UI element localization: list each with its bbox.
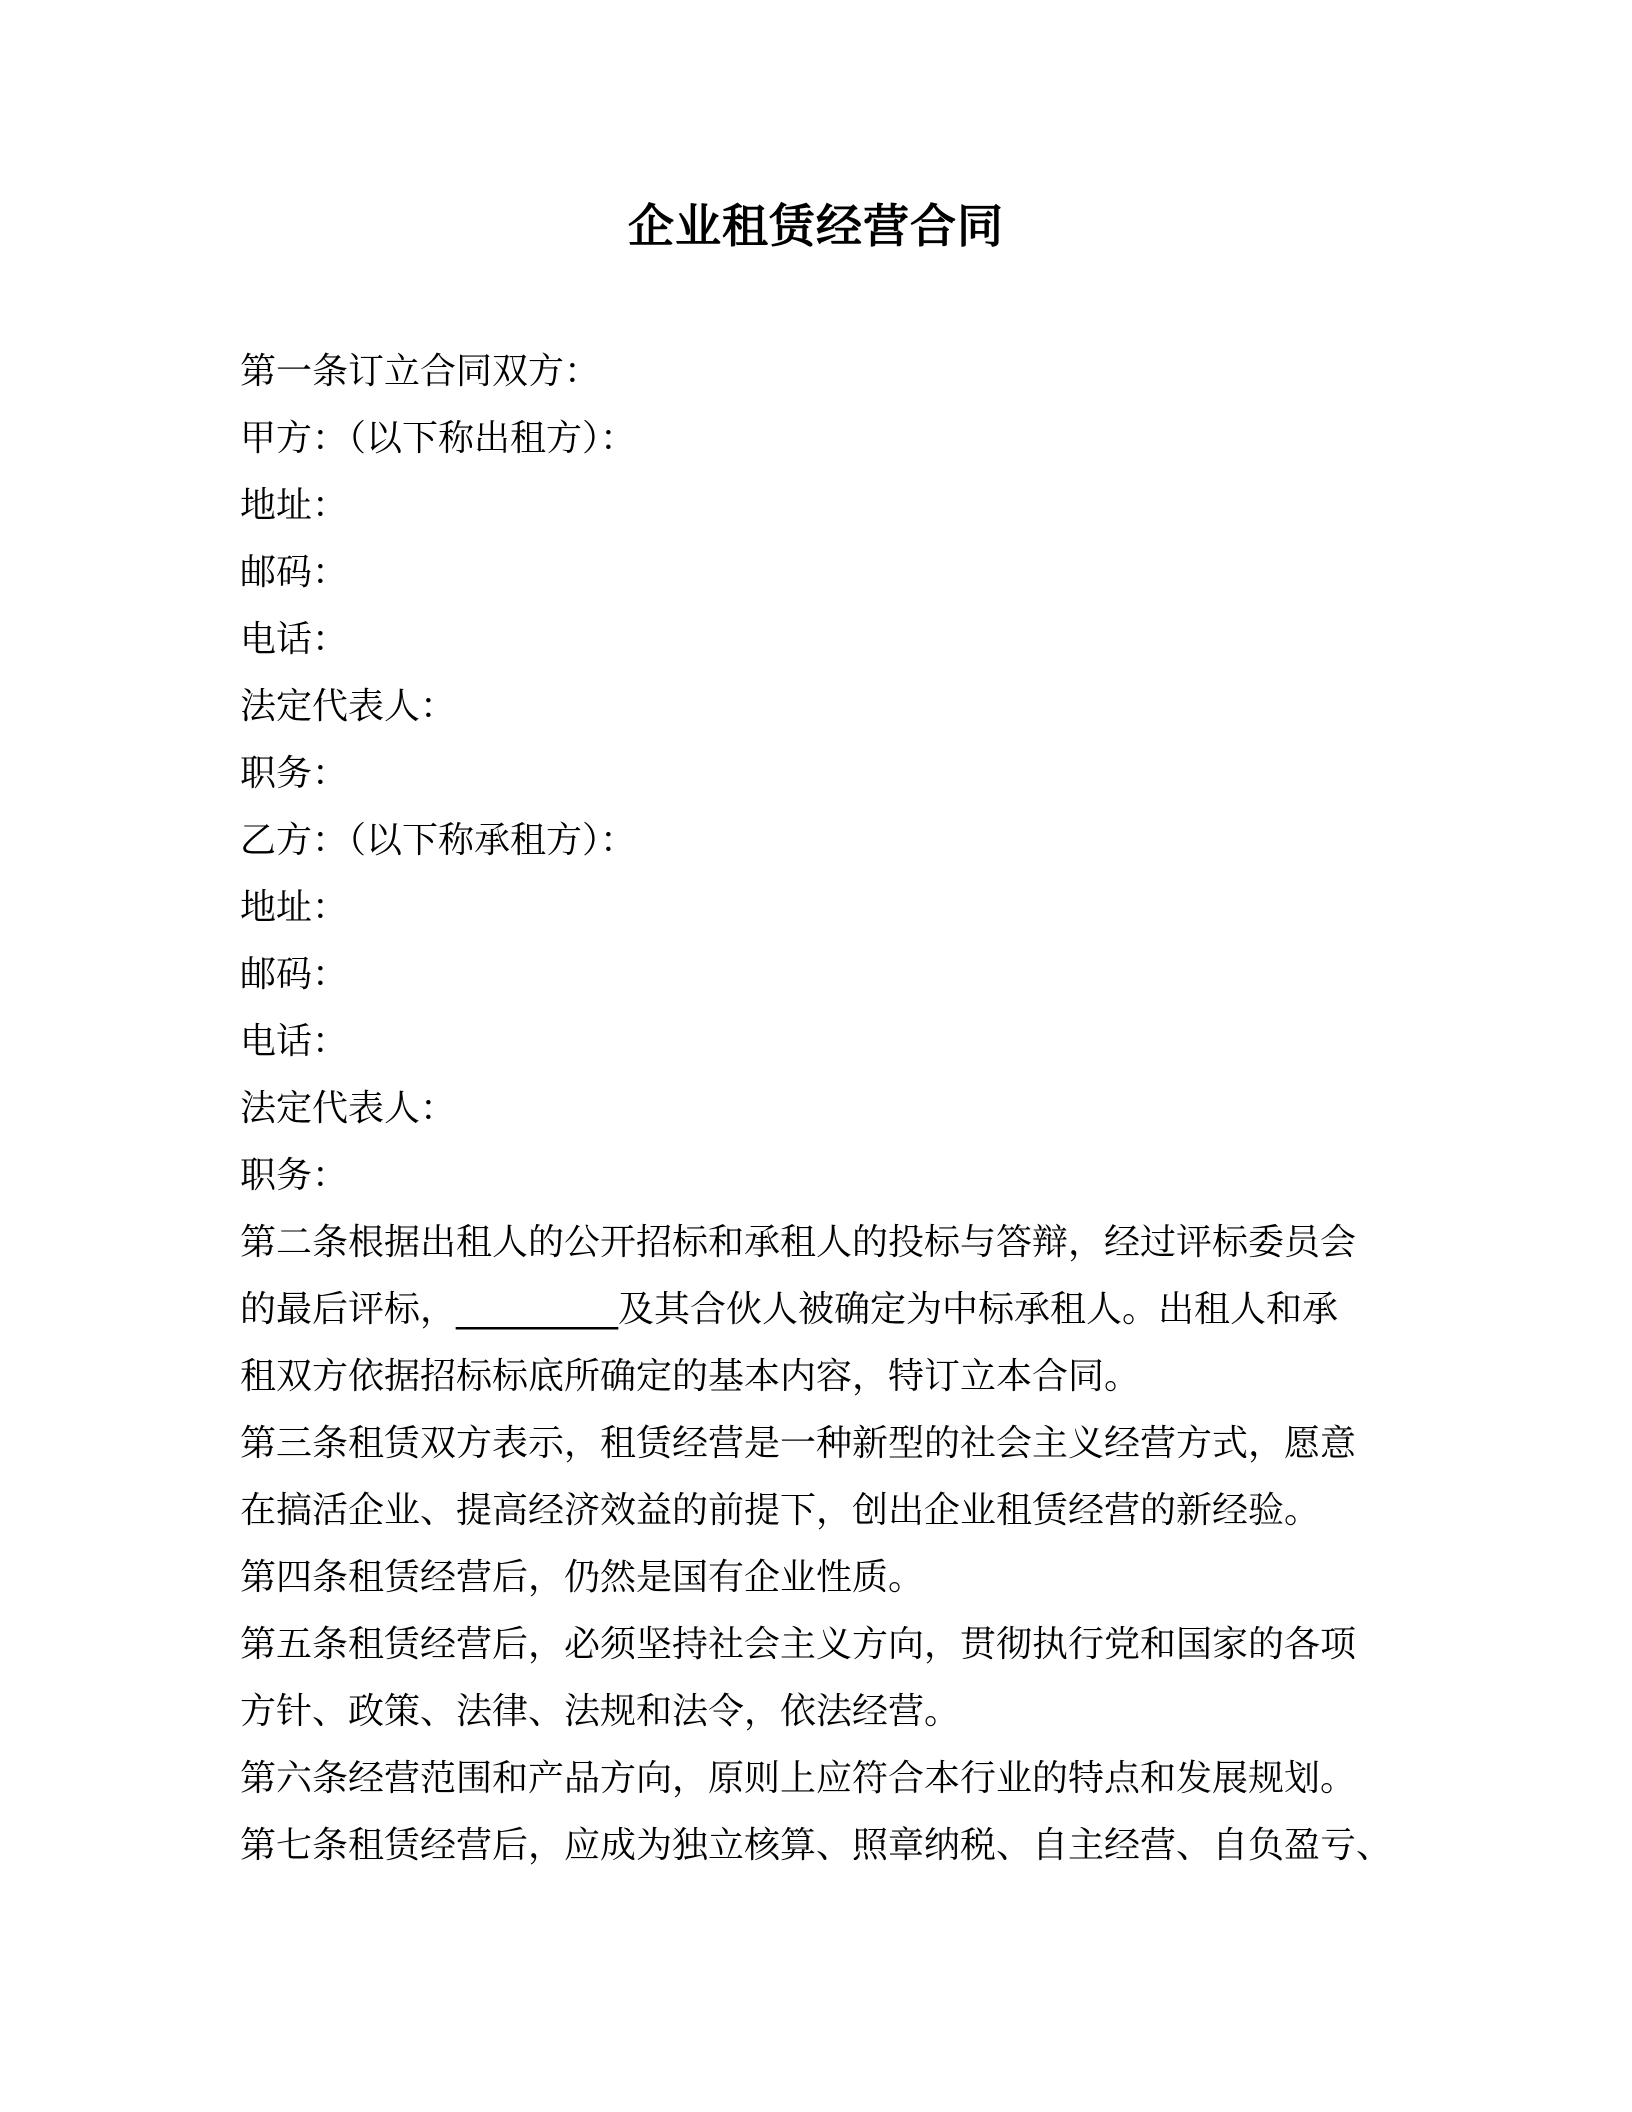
text-line: 第二条根据出租人的公开招标和承租人的投标与答辩，经过评标委员会 bbox=[240, 1222, 1357, 1263]
text-line: 的最后评标，_________及其合伙人被确定为中标承租人。出租人和承 bbox=[240, 1289, 1339, 1330]
text-line: 第三条租赁双方表示，租赁经营是一种新型的社会主义经营方式，愿意 bbox=[240, 1423, 1357, 1464]
text-line: 邮码： bbox=[240, 954, 349, 995]
text-line: 租双方依据招标标底所确定的基本内容，特订立本合同。 bbox=[240, 1356, 1141, 1397]
text-line: 法定代表人： bbox=[240, 1088, 457, 1129]
text-line: 法定代表人： bbox=[240, 686, 457, 727]
text-line: 第四条租赁经营后，仍然是国有企业性质。 bbox=[240, 1557, 925, 1598]
text-line: 第五条租赁经营后，必须坚持社会主义方向，贯彻执行党和国家的各项 bbox=[240, 1624, 1357, 1665]
document-body bbox=[240, 338, 1400, 1879]
text-line: 甲方：（以下称出租方）： bbox=[240, 418, 637, 459]
text-line: 方针、政策、法律、法规和法令，依法经营。 bbox=[240, 1691, 961, 1732]
text-line: 职务： bbox=[240, 1155, 349, 1196]
text-line: 乙方：（以下称承租方）： bbox=[240, 820, 637, 861]
text-line: 地址： bbox=[240, 485, 349, 526]
text-line: 第七条租赁经营后，应成为独立核算、照章纳税、自主经营、自负盈亏、 bbox=[240, 1825, 1393, 1866]
text-line: 电话： bbox=[240, 1021, 349, 1062]
text-line: 电话： bbox=[240, 619, 349, 660]
text-line: 第一条订立合同双方： bbox=[240, 351, 601, 392]
text-line: 邮码： bbox=[240, 552, 349, 593]
text-line: 第六条经营范围和产品方向，原则上应符合本行业的特点和发展规划。 bbox=[240, 1758, 1357, 1799]
text-line: 职务： bbox=[240, 753, 349, 794]
text-line: 地址： bbox=[240, 887, 349, 928]
text-line: 在搞活企业、提高经济效益的前提下，创出企业租赁经营的新经验。 bbox=[240, 1490, 1321, 1531]
document-title: 企业租赁经营合同 bbox=[628, 199, 1004, 253]
